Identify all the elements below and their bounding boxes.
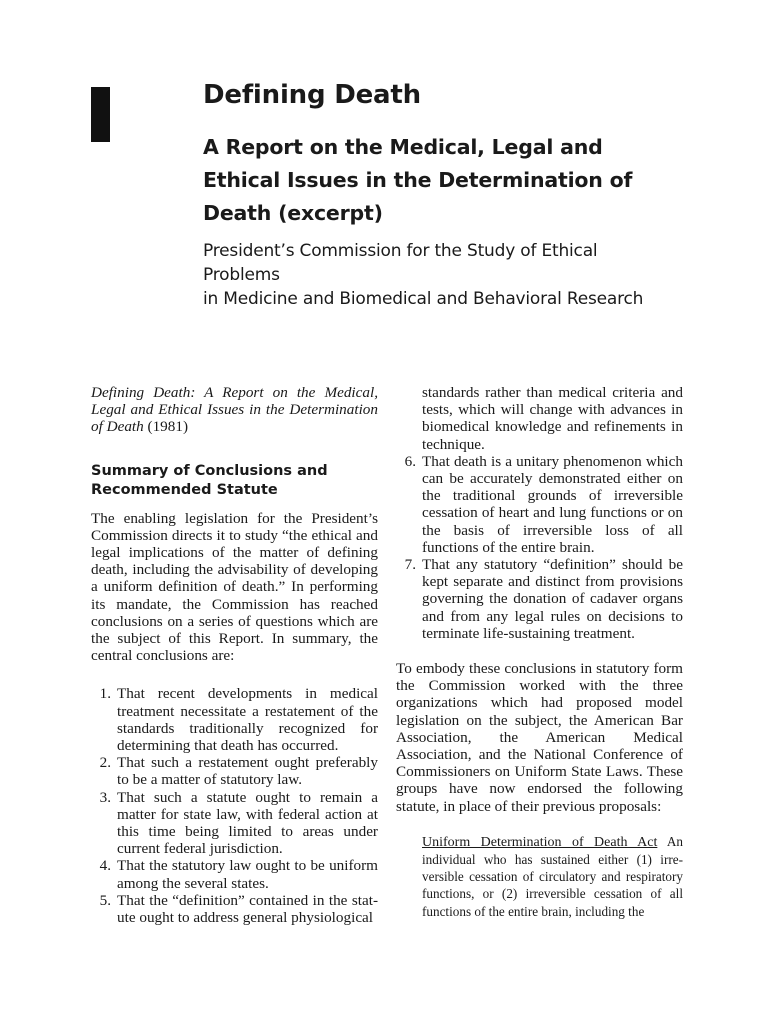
list-item-number: 1. [99, 685, 111, 703]
left-column [91, 384, 378, 926]
subtitle-line: A Report on the Medical, Legal and [203, 135, 603, 160]
list-item [91, 892, 378, 926]
list-item-text: That the statutory law ought to be uniform among the several states. [117, 857, 378, 892]
document-title: Defining Death [203, 80, 421, 110]
list-item [91, 754, 378, 788]
chapter-marker-bar [91, 87, 110, 142]
list-item-number: 5. [99, 891, 111, 909]
author-line: in Medicine and Biomedical and Behavioral Research [203, 289, 644, 310]
citation-title: Defining Death: A Report on the Medical, Legal and Ethical Issues in the Determination of Death [91, 384, 378, 436]
list-item-number: 3. [99, 788, 111, 806]
list-item [91, 685, 378, 754]
list-item-number: 6. [404, 452, 416, 470]
list-item [91, 789, 378, 858]
list-item-text: That such a statute ought to remain a matter for state law, with federal action at this time being limited to areas under current federal jurisdiction. [117, 788, 378, 858]
list-item-text: That any statutory “definition” should be kept separate and distinct from provisions governing the donation of cadaver organs and from any legal rules on decisions to terminate life-sustaining treatment. [422, 556, 683, 642]
list-item [396, 453, 683, 556]
list-item-number: 2. [99, 754, 111, 772]
list-item-text: That such a restatement ought preferably to be a matter of statutory law. [117, 754, 378, 789]
list-item-number: 4. [99, 857, 111, 875]
statute-name: Uniform Determination of Death Act [422, 834, 658, 850]
right-column [396, 384, 683, 920]
conclusions-list [91, 685, 378, 926]
statute-block [422, 833, 683, 920]
subtitle-line: Ethical Issues in the Determination of [203, 168, 633, 193]
document-author [203, 239, 673, 311]
section-heading-line: Recommended Statute [91, 481, 278, 498]
list-item-text: That recent developments in medical treatment necessitate a restatement of the standards traditionally recognized for determining that death has occurred. [117, 685, 378, 755]
statute-text: An individual who has sustained either (1) irreversible cessation of circulatory and respiratory functions, or (2) irreversible cessation of all functions of the entire brain, including the [422, 833, 683, 919]
document-subtitle [203, 131, 673, 230]
conclusions-list-continued [396, 384, 683, 642]
section-heading [91, 462, 378, 500]
intro-paragraph: The enabling legislation for the President’s Commission directs it to study “the ethical and legal implications of the matter of defining death, including the advisability of developing a uniform definition of death.” In performing its mandate, the Commission has reached conclusions on a series of questions which are the subject of this Report. In summary, the central conclusions are: [91, 509, 378, 665]
statute-intro-paragraph: To embody these conclusions in statutory form the Commission worked with the three organizations which had proposed model legislation on the subject, the American Bar Association, the American Medical Association, and the National Conference of Commissioners on Uniform State Laws. These groups have now endorsed the following statute, in place of their previous proposals: [396, 660, 683, 815]
section-heading-line: Summary of Conclusions and [91, 462, 328, 479]
subtitle-line: Death (excerpt) [203, 201, 383, 226]
list-item [396, 556, 683, 642]
source-citation [91, 384, 378, 436]
list-item [91, 857, 378, 891]
list-item-continued [396, 384, 683, 453]
list-item-text: standards rather than medical criteria and tests, which will change with advances in biomedical knowledge and refinements in technique. [422, 384, 683, 453]
list-item-text: That the “definition” contained in the statute ought to address general physiological [117, 891, 378, 927]
author-line: President’s Commission for the Study of Ethical Problems [203, 241, 598, 286]
list-item-number: 7. [404, 556, 416, 574]
list-item-text: That death is a unitary phenomenon which can be accurately demonstrated either on the traditional grounds of irreversible cessation of heart and lung functions or on the basis of irreversible loss of all functions of the entire brain. [422, 452, 683, 556]
citation-year: (1981) [147, 418, 189, 436]
document-header [203, 80, 673, 311]
